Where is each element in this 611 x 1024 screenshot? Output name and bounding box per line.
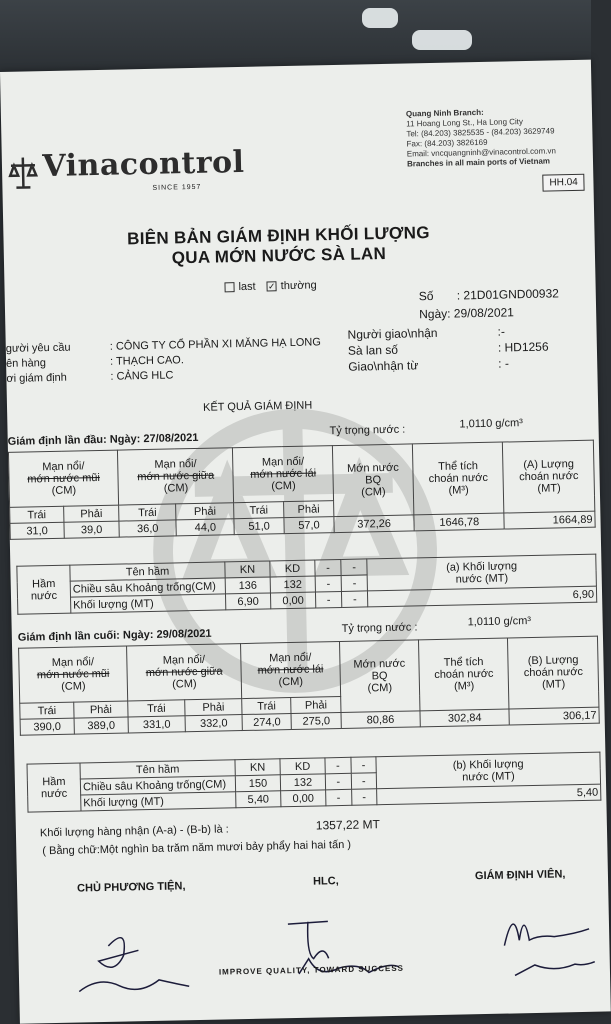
table-cell: 331,0: [128, 716, 185, 733]
weight-label: Khối lượng (MT): [71, 594, 226, 613]
table-cell: -: [351, 789, 377, 806]
left-info: [6, 335, 322, 387]
table-cell: 6,90: [225, 593, 270, 610]
table-cell: -: [315, 591, 341, 608]
table-cell: 80,86: [341, 711, 420, 729]
water-a-header: (a) Khối lượng nước (MT): [367, 554, 596, 591]
left-header: Trái: [234, 502, 284, 519]
ceiling-light: [412, 30, 472, 50]
place-value: : CẢNG HLC: [110, 369, 174, 383]
displacement-b-header: (B) Lượng choán nước (MT): [508, 636, 599, 709]
tank-label: Hầm nước: [17, 565, 71, 614]
table-cell: 5,40: [236, 791, 281, 808]
company-logo: [8, 145, 245, 190]
summary-label: Khối lượng hàng nhận (A-a) - (B-b) là :: [39, 823, 229, 840]
table-cell: 51,0: [234, 518, 284, 535]
table-cell: 132: [270, 576, 315, 593]
document-page: [0, 60, 611, 1024]
first-density-value: 1,0110 g/cm³: [459, 417, 523, 431]
hlc-signer-label: HLC,: [312, 875, 339, 888]
inspector-signature-icon: [493, 894, 605, 986]
table-cell: 275,0: [291, 713, 341, 730]
last-option-label: last: [238, 280, 256, 294]
weight-label: Khối lượng (MT): [81, 792, 236, 811]
table-cell: 0,00: [270, 592, 315, 609]
table-cell: -: [351, 757, 377, 774]
last-checkbox[interactable]: [224, 282, 234, 292]
branch-tel: Tel: (84.203) 3825535 - (84.203) 3629749: [406, 126, 555, 139]
inspection-type-options: [224, 279, 316, 293]
deliverer-label: Người giao\nhận: [347, 325, 438, 342]
result-heading: KẾT QUẢ GIÁM ĐỊNH: [202, 399, 313, 414]
table-cell: -: [351, 773, 377, 790]
right-info: [347, 323, 549, 375]
table-cell: 302,84: [420, 709, 510, 727]
left-header: Trái: [20, 702, 74, 719]
table-cell: 332,0: [185, 715, 242, 732]
right-header: Phải: [74, 701, 128, 718]
from-label: Giao\nhận từ: [348, 358, 419, 374]
branch-title: Quang Ninh Branch:: [405, 107, 484, 119]
table-cell: 31,0: [10, 522, 64, 539]
table-cell: 136: [225, 577, 270, 594]
kd-header: KD: [270, 560, 315, 577]
goods-label: ên hàng: [5, 357, 46, 370]
regular-checkbox-checked[interactable]: ✓: [267, 281, 276, 292]
table-cell: -: [315, 575, 341, 592]
table-cell: -: [341, 575, 367, 592]
left-header: Trái: [242, 698, 292, 715]
goods-value: : THẠCH CAO.: [109, 354, 184, 368]
depth-space-label: Chiều sâu Khoảng trống(CM): [80, 776, 235, 795]
volume-header: Thể tích choán nước (M³): [412, 442, 504, 515]
right-header: Phải: [64, 505, 120, 522]
document-date: Ngày: 29/08/2021: [419, 305, 515, 322]
table-cell: -: [341, 559, 367, 576]
table-cell: 274,0: [242, 714, 292, 731]
tank-label: Hầm nước: [27, 763, 81, 812]
right-header: Phải: [176, 503, 235, 520]
table-cell: -: [325, 773, 351, 790]
footer-slogan: IMPROVE QUALITY, TOWARD SUCCESS: [218, 963, 405, 977]
summary-in-words: ( Bằng chữ:Một nghìn ba trăm năm mươi bảy phẩy hai hai tấn ): [42, 838, 352, 858]
table-cell: 6,90: [368, 586, 597, 607]
summary-value: 1357,22 MT: [315, 817, 381, 833]
avg-draft-header: Mớn nước BQ (CM): [339, 640, 420, 713]
kn-header: KN: [225, 561, 270, 578]
logo-since: SINCE 1957: [152, 183, 202, 192]
document-title: [123, 223, 434, 269]
table-cell: 0,00: [281, 790, 326, 807]
table-cell: 372,26: [334, 515, 414, 533]
branch-fax: Fax: (84.203) 3826169: [406, 137, 488, 149]
mid-header: Mạn nổi/ mớn nước giữa (CM): [127, 644, 242, 701]
so-label: Số: [418, 288, 434, 304]
last-inspection-label: Giám định lần cuối: Ngày: 29/08/2021: [17, 627, 212, 644]
table-cell: 132: [280, 774, 325, 791]
title-line-2: QUA MỚN NƯỚC SÀ LAN: [171, 243, 387, 268]
branch-info: [406, 106, 556, 169]
barge-label: Sà lan số: [347, 342, 399, 358]
stern-header: Mạn nổi/ mớn nước lái (CM): [241, 642, 341, 699]
table-cell: 150: [235, 775, 280, 792]
branch-email: Email: vncquangninh@vinacontrol.com.vn: [406, 146, 556, 159]
branch-address: 11 Hoang Long St., Ha Long City: [406, 117, 524, 129]
table-cell: -: [325, 757, 351, 774]
place-label: ơi giám định: [6, 371, 67, 385]
form-code: HH.04: [542, 174, 585, 192]
first-inspection-label: Giám định lần đầu: Ngày: 27/08/2021: [7, 431, 199, 448]
right-header: Phải: [185, 699, 242, 716]
first-tank-table: [16, 554, 597, 615]
so-value: : 21D01GND00932: [456, 286, 560, 303]
table-cell: 36,0: [119, 520, 176, 537]
ceiling-light: [362, 8, 398, 28]
owner-signer-label: CHỦ PHƯƠNG TIỆN,: [76, 880, 186, 895]
water-b-header: (b) Khối lượng nước (MT): [376, 752, 600, 789]
hlc-signature-icon: [278, 911, 420, 994]
table-cell: -: [326, 789, 352, 806]
last-density-value: 1,0110 g/cm³: [467, 615, 532, 629]
stern-header: Mạn nổi/ mớn nước lái (CM): [233, 446, 334, 503]
bow-header: Mạn nổi/ mớn nước mũi (CM): [19, 646, 128, 703]
document-number: [419, 286, 559, 303]
depth-space-label: Chiều sâu Khoảng trống(CM): [70, 578, 225, 597]
table-cell: 39,0: [64, 521, 120, 538]
displacement-a-header: (A) Lượng choán nước (MT): [503, 440, 595, 513]
first-density-label: Tỷ trọng nước :: [329, 423, 406, 438]
tank-name-header: Tên hầm: [80, 760, 235, 779]
kd-header: KD: [280, 758, 325, 775]
inspector-signer-label: GIÁM ĐỊNH VIÊN,: [474, 868, 566, 883]
regular-option-label: thường: [280, 279, 317, 293]
table-cell: -: [315, 559, 341, 576]
table-cell: 390,0: [20, 718, 74, 735]
table-cell: 57,0: [284, 517, 335, 534]
table-cell: 306,17: [509, 707, 599, 725]
left-header: Trái: [128, 700, 185, 717]
table-cell: 1664,89: [504, 511, 595, 529]
owner-signature-icon: [68, 924, 210, 1007]
requester-value: : CÔNG TY CỔ PHẦN XI MĂNG HẠ LONG: [109, 336, 321, 353]
avg-draft-header: Mớn nước BQ (CM): [333, 444, 414, 517]
logo-name: Vinacontrol: [42, 144, 245, 185]
table-cell: -: [342, 591, 368, 608]
deliverer-value: :-: [497, 324, 506, 339]
barge-value: : HD1256: [497, 339, 549, 355]
tank-name-header: Tên hầm: [70, 562, 225, 581]
left-header: Trái: [119, 504, 176, 521]
table-cell: 44,0: [176, 519, 235, 536]
last-density-label: Tỷ trọng nước :: [341, 621, 418, 635]
table-cell: 1646,78: [414, 513, 505, 531]
scale-logo-icon: [8, 155, 39, 190]
mid-header: Mạn nổi/ mớn nước giữa (CM): [118, 448, 234, 505]
volume-header: Thể tích choán nước (M³): [418, 638, 509, 711]
right-header: Phải: [291, 697, 341, 714]
last-draft-table: [18, 636, 600, 736]
requester-label: gười yêu cầu: [5, 341, 71, 355]
from-value: : -: [498, 356, 510, 371]
bow-header: Mạn nổi/ mớn nước mũi (CM): [8, 450, 118, 507]
right-header: Phải: [283, 501, 334, 518]
table-cell: 5,40: [377, 784, 601, 805]
table-cell: 389,0: [74, 717, 128, 734]
last-tank-table: [26, 752, 601, 813]
branch-ports: Branches in all main ports of Vietnam: [406, 156, 551, 169]
left-header: Trái: [10, 506, 64, 523]
first-draft-table: [8, 440, 596, 540]
kn-header: KN: [235, 759, 280, 776]
title-line-1: BIÊN BẢN GIÁM ĐỊNH KHỐI LƯỢNG: [126, 223, 430, 249]
